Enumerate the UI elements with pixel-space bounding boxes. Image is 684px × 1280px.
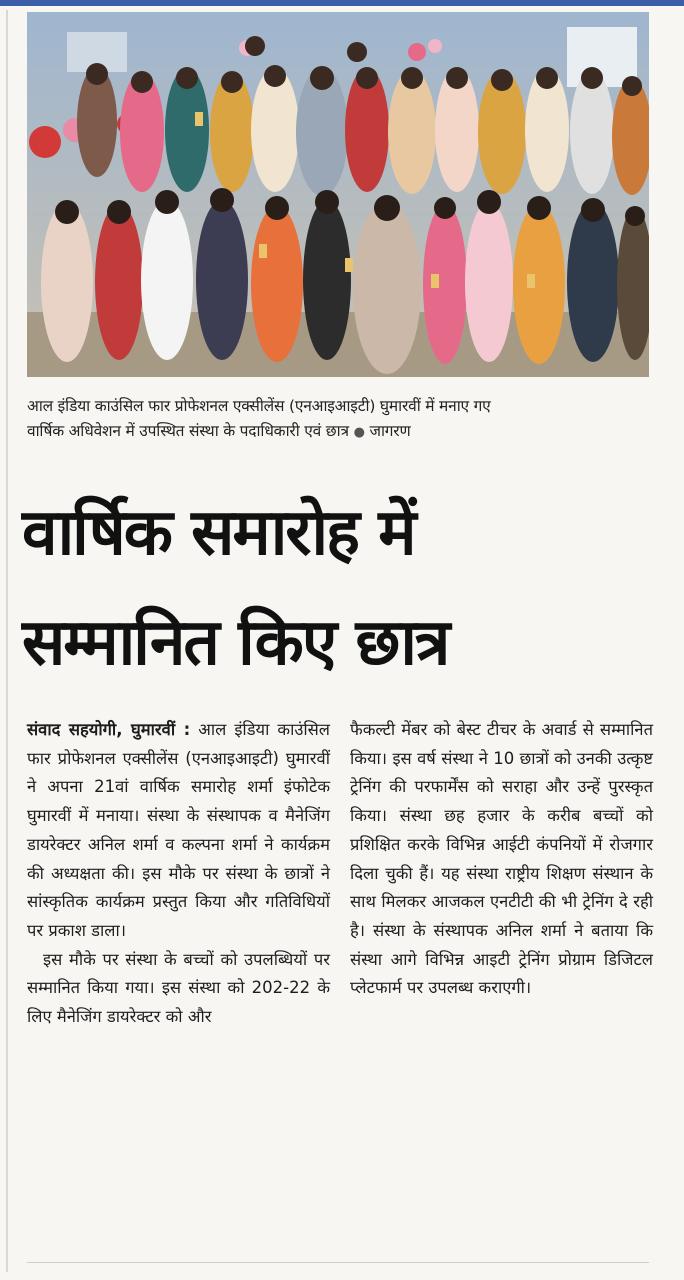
footer-rule [27,1262,649,1263]
left-margin-rule [6,10,8,1272]
caption-line-1: आल इंडिया काउंसिल फार प्रोफेशनल एक्सीलेंस (एनआइआइटी) घुमारवीं में मनाए गए [27,397,491,415]
article-column-1 [27,716,330,1032]
article-paragraph: इस मौके पर संस्था के बच्चों को उपलब्धियों पर सम्मानित किया गया। इस संस्था को 202-22 के लिए मैनेजिंग डायरेक्टर को और [27,949,330,1027]
group-photo-icon [27,12,649,377]
article-paragraph: फैकल्टी मेंबर को बेस्ट टीचर के अवार्ड से सम्मानित किया। इस वर्ष संस्था ने 10 छात्रों को उनकी उत्कृष्ट ट्रेनिंग की परफार्मेंस को सराहा और उन्हें पुरस्कृत किया। संस्था छह हजार के करीब बच्चों को प्रशिक्षित करके विभिन्न आईटी कंपनियों में रोजगार दिला चुकी हैं। यह संस्था राष्ट्रीय शिक्षण संस्थान के साथ मिलकर आजकल एनटीटी की भी ट्रेनिंग दे रही है। संस्था के संस्थापक अनिल शर्मा ने बताया कि संस्था आगे विभिन्न आइटी ट्रेनिंग प्रोग्राम डिजिटल प्लेटफार्म पर उपलब्ध कराएगी। [350,720,653,998]
article-column-2 [350,716,653,1032]
byline: संवाद सहयोगी, घुमारवीं : [27,720,191,739]
caption-credit: जागरण [369,422,411,440]
group-photo [27,12,649,377]
top-accent-bar [0,0,684,6]
photo-caption [27,394,657,445]
article-text: आल इंडिया काउंसिल फार प्रोफेशनल एक्सीलेंस (एनआइआइटी) घुमारवीं ने अपना 21वां वार्षिक समारोह शर्मा इंफोटेक घुमारवीं में मनाया। संस्था के संस्थापक व मैनेजिंग डायरेक्टर अनिल शर्मा व कल्पना शर्मा ने कार्यक्रम की अध्यक्षता की। इस मौके पर संस्था के छात्रों ने सांस्कृतिक कार्यक्रम प्रस्तुत किया और गतिविधियों पर प्रकाश डाला। [27,720,330,940]
caption-line-2: वार्षिक अधिवेशन में उपस्थित संस्था के पदाधिकारी एवं छात्र [27,422,349,440]
article-paragraph [27,716,330,946]
article-body [27,716,653,1032]
bullet-dot-icon: ● [353,425,365,440]
headline-line-2: सम्मानित किए छात्र [22,606,449,680]
headline-line-1: वार्षिक समारोह में [22,496,415,570]
headline [22,478,672,698]
